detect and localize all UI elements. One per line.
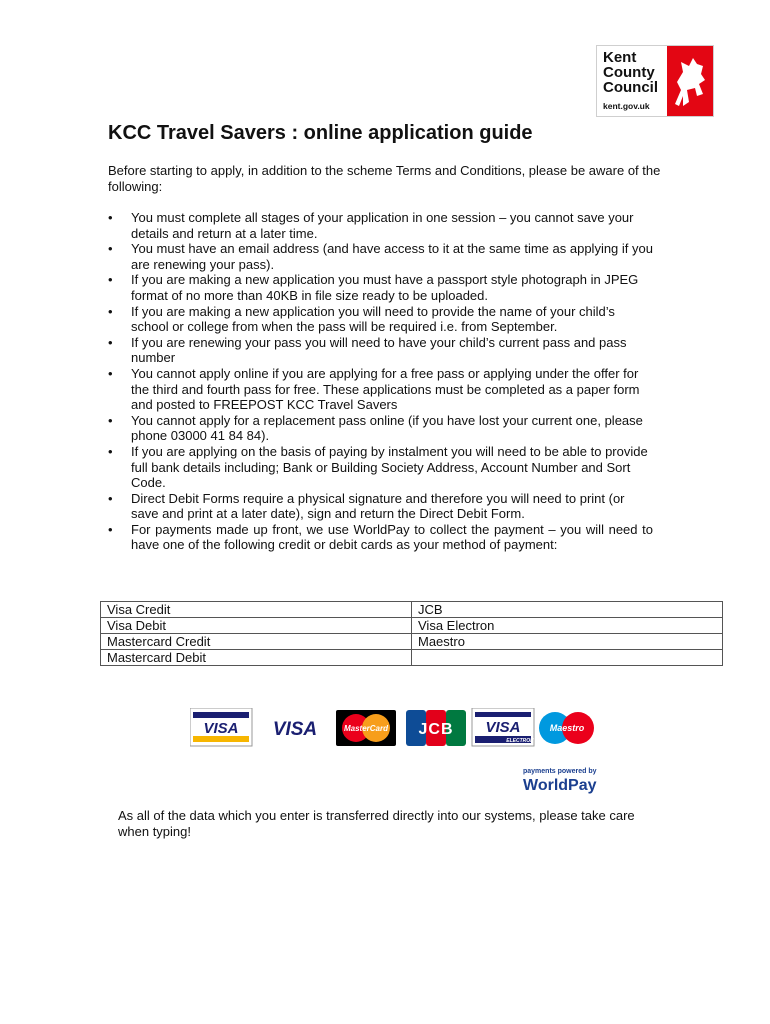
table-cell: JCB [412,602,723,618]
table-row [101,650,723,666]
list-item: • If you are renewing your pass you will need to have your child’s current pass and pass number [108,335,653,366]
worldpay-tagline: payments powered by [523,768,597,775]
table-cell: Mastercard Credit [101,634,412,650]
page-title: KCC Travel Savers : online application guide [108,122,533,144]
table-cell [412,650,723,666]
worldpay-brand: WorldPay [523,777,597,794]
worldpay-logo [521,765,621,795]
kcc-logo [596,45,714,117]
mastercard-logo [336,710,396,746]
visa-plain-logo [273,719,317,740]
visa-logo-text: VISA [203,720,239,737]
table-row [101,602,723,618]
list-item: • If you are making a new application you will need to provide the name of your child’s school or college from when the pass will be required i.e. from September. [108,304,653,335]
jcb-text: JCB [418,721,454,738]
visa-electron-logo [472,708,534,746]
list-item: • If you are making a new application you must have a passport style photograph in JPEG format of no more than 40KB in file size ready to be uploaded. [108,272,653,303]
white-horse-icon [667,46,713,116]
logo-line-council: Council [603,79,658,96]
list-item: • You must complete all stages of your application in one session – you cannot save your details and return at a later time. [108,210,653,241]
list-item: • You must have an email address (and have access to it at the same time as applying if you are renewing your pass). [108,241,653,272]
visa-logo [190,708,252,746]
table-cell: Visa Electron [412,618,723,634]
electron-text: ELECTRON [506,738,534,744]
intro-paragraph: Before starting to apply, in addition to the scheme Terms and Conditions, please be aware of the following: [108,163,661,194]
table-row [101,618,723,634]
list-item: • You cannot apply online if you are applying for a free pass or applying under the offer for the third and fourth pass for free. These applications must be completed as a paper form and posted to FREEPOST KCC Travel Savers [108,366,653,413]
requirements-list [108,210,653,553]
logo-line-kent: Kent [603,49,637,66]
table-cell: Visa Debit [101,618,412,634]
logo-url: kent.gov.uk [603,101,650,111]
table-cell: Mastercard Debit [101,650,412,666]
logo-line-county: County [603,64,655,81]
mastercard-text: MasterCard [343,724,389,733]
list-item: • You cannot apply for a replacement pass online (if you have lost your current one, please phone 03000 41 84 84). [108,413,653,444]
table-cell: Maestro [412,634,723,650]
accepted-cards-table [100,601,723,666]
payment-card-logos [190,708,602,748]
logo-wordmark [603,50,658,95]
maestro-text: Maestro [549,723,585,733]
visa-electron-text: VISA [485,719,521,736]
closing-note: As all of the data which you enter is transferred directly into our systems, please take care when typing! [118,808,635,839]
maestro-logo [539,712,594,744]
list-item: • For payments made up front, we use WorldPay to collect the payment – you will need to have one of the following credit or debit cards as your method of payment: [108,522,653,553]
list-item: • If you are applying on the basis of paying by instalment you will need to be able to provide full bank details including; Bank or Building Society Address, Account Number and Sort Code. [108,444,653,491]
visa-plain-text: VISA [272,719,318,740]
table-row [101,634,723,650]
table-cell: Visa Credit [101,602,412,618]
jcb-logo [406,710,466,746]
list-item: • Direct Debit Forms require a physical signature and therefore you will need to print (or save and print at a later date), sign and return the Direct Debit Form. [108,491,653,522]
